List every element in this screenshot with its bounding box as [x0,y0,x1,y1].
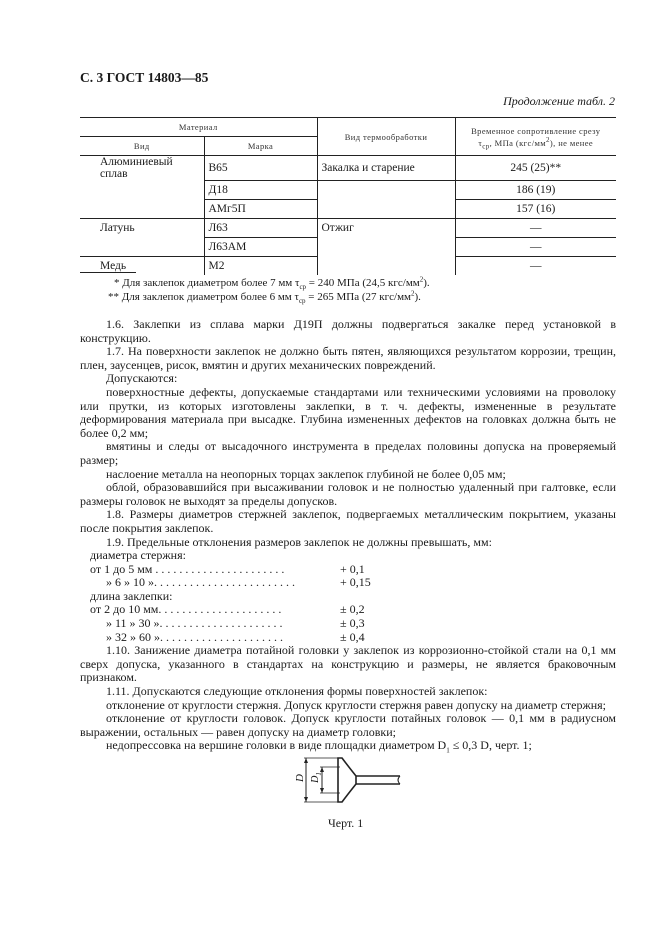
table-row: Л63АМ — [80,237,616,256]
footnote-1: * Для заклепок диаметром более 7 мм $\tau_{ср} = 240$ МПа (24,5 кгс/$мм^2$). [114,275,430,292]
strength-table [80,117,616,275]
deviation-row: » 6 » 10 ». . . . . . . . . . . . . . . . . . . . . . . . + 0,15 [106,575,371,590]
rivet-head [338,758,356,802]
deviation-group-title: длина заклепки: [90,589,173,603]
rivet-drawing [290,752,410,808]
clause-1-11-item: отклонение от круглости головок. Допуск круглости потайных головок — 0,1 мм в радиусном выражении, остальных — равен допуску на диаметр головки; [80,711,616,739]
grade-header: Марка [204,137,317,156]
clause-1-10: 1.10. Занижение диаметра потайной головки у заклепок из коррозионно-стойкой стали на 0,1 мм сверх допуска, указанного в стандартах на конструкцию и размеры, не является браковочным признаком. [80,643,616,685]
table-footnotes [80,272,430,305]
table-continuation: Продолжение табл. 2 [503,94,615,108]
clause-1-6: 1.6. Заклепки из сплава марки Д19П должны подвергаться закалке перед установкой в конструкцию. [80,317,616,345]
deviation-row: » 32 » 60 ». . . . . . . . . . . . . . . . . . . . . ± 0,4 [106,629,365,644]
clause-1-7-item: наслоение металла на неопорных торцах заклепок глубиной не более 0,05 мм; [106,466,506,481]
clause-1-11: 1.11. Допускаются следующие отклонения формы поверхностей заклепок: [106,684,488,699]
page-header: С. 3 ГОСТ 14803—85 [80,70,209,85]
kind-header: Вид [80,137,204,156]
label-d1: $D_1$ [309,772,323,783]
clause-1-7-allowed: Допускаются: [106,371,178,386]
rivet-drawing-svg [290,752,410,808]
clause-1-11-item: недопрессовка на вершине головки в виде площадки диаметром $D_1 \le 0,3$ D, черт. 1; [106,738,532,755]
clause-1-7-item: поверхностные дефекты, допускаемые стандартами или техническими условиями на проволоку или прутки, из которых изготовлены заклепки, в т. ч. дефекты, измененные в результате деформирования материала при высадке. Глубина измененных дефектов на головках должна быть не более 0,2 мм; [80,384,616,440]
clause-1-8: 1.8. Размеры диаметров стержней заклепок, подвергаемых металлическим покрытием, указаны после покрытия заклепок. [80,507,616,535]
deviation-row: от 2 до 10 мм. . . . . . . . . . . . . . . . . . . . . ± 0,2 [90,602,365,617]
document-body [80,318,616,753]
material-header: Материал [80,118,317,137]
clause-1-11-item: отклонение от круглости стержня. Допуск круглости стержня равен допуску на диаметр стержня; [106,697,607,712]
footnote-rule [80,272,136,273]
table-row: Алюминиевый сплав В65 Закалка и старение 245 (25)** [80,156,616,181]
clause-1-7-item: облой, образовавшийся при высаживании головок и не полностью удаленный при галтовке, если размеры головок не выходят за пределы допусков. [80,480,616,508]
clause-1-9: 1.9. Предельные отклонения размеров заклепок не должны превышать, мм: [106,534,492,549]
deviation-group-title: диаметра стержня: [90,549,186,563]
treatment-header: Вид термообработки [317,118,455,156]
table-row: АМг5П 157 (16) [80,199,616,218]
rivet-shank [356,776,400,784]
strength-header: Временное сопротивление срезу $\tau_{ср}$, МПа $(кгс/мм^2)$, не менее [455,118,616,156]
deviation-row: » 11 » 30 ». . . . . . . . . . . . . . . . . . . . . ± 0,3 [106,616,365,631]
figure-caption: Черт. 1 [328,816,364,830]
table-row: Д18 186 (19) [80,180,616,199]
footnote-2: ** Для заклепок диаметром более 6 мм $\tau_{ср} = 265$ МПа (27 кгс/$мм^2$). [108,289,421,306]
clause-1-7-item: вмятины и следы от высадочного инструмента в пределах половины допуска на проверяемый размер; [80,439,616,467]
clause-1-7: 1.7. На поверхности заклепок не должно быть пятен, являющихся результатом коррозии, трещин, плен, заусенцев, рисок, вмятин и других механических повреждений. [80,344,616,372]
deviation-row: от 1 до 5 мм . . . . . . . . . . . . . . . . . . . . . . + 0,1 [90,561,365,576]
table-row: Медь М2 — [80,256,616,275]
table-row: Латунь Л63 Отжиг — [80,218,616,237]
label-d: D [293,774,306,782]
